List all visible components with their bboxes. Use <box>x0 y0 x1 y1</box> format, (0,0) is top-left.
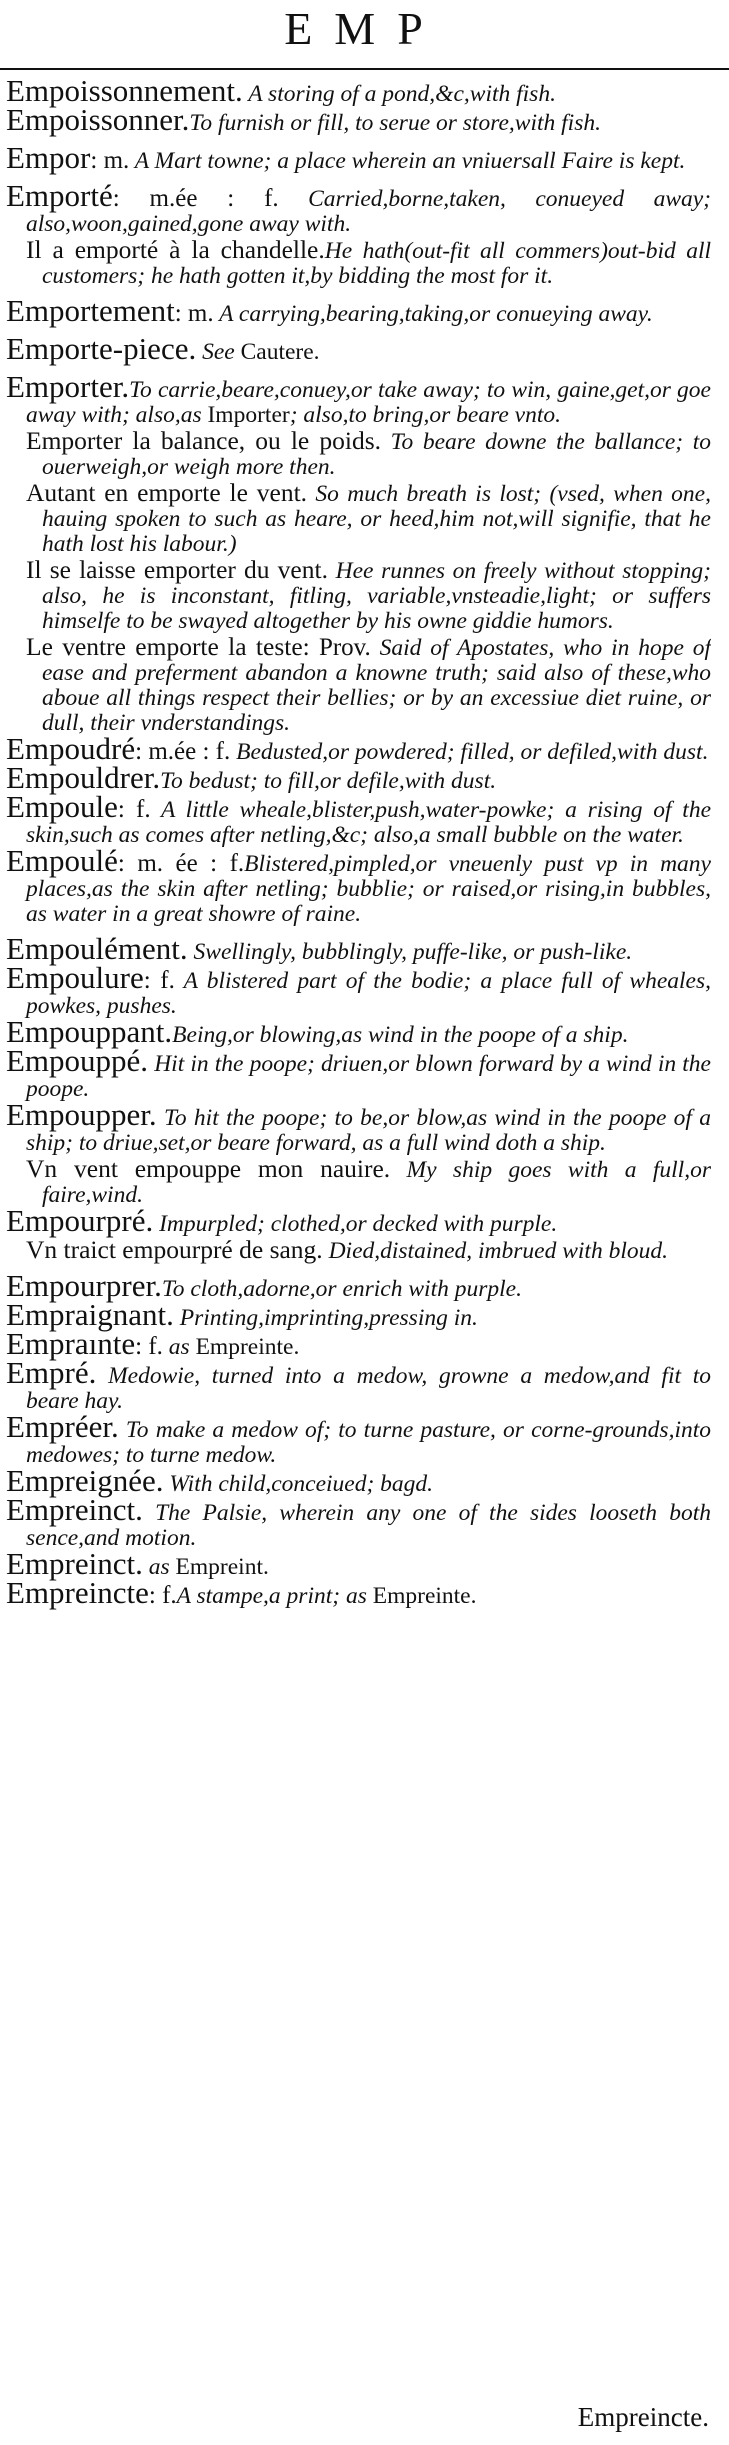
headword: Empreinct. <box>6 1492 143 1527</box>
cross-reference: Importer <box>207 402 290 428</box>
headword: Empraignant. <box>6 1297 174 1332</box>
headword: Empor <box>6 140 91 175</box>
definition: A blistered part of the bodie; a place full of wheales, powkes, pushes. <box>26 968 711 1019</box>
part-of-speech: : f. <box>143 967 175 994</box>
headword: Empreinct. <box>6 1546 143 1581</box>
cross-reference: Empreinte. <box>195 1334 300 1360</box>
definition: Hit in the poope; driuen,or blown forward by a wind in the poope. <box>26 1051 711 1102</box>
sub-entry <box>6 1237 711 1264</box>
entry-list <box>6 78 711 2433</box>
dictionary-entry <box>6 1203 711 1238</box>
part-of-speech: : m.ée : f. <box>112 185 279 212</box>
headword: Empoudré <box>6 731 136 766</box>
definition: as <box>142 1554 176 1580</box>
dictionary-entry <box>6 102 711 137</box>
cross-reference: Cautere. <box>240 339 320 365</box>
headword: Empréer. <box>6 1409 119 1444</box>
headword: Il a emporté à la chandelle. <box>26 235 325 264</box>
headword: Empourpré. <box>6 1203 154 1238</box>
definition: ; also,to bring,or beare vnto. <box>289 402 562 428</box>
dictionary-entry <box>6 843 711 927</box>
definition: A stampe,a print; as <box>176 1583 373 1609</box>
definition: The Palsie, wherein any one of the sides looseth both sence,and motion. <box>26 1500 711 1551</box>
definition: To bedust; to fill,or defile,with dust. <box>160 768 497 794</box>
definition: To furnish or fill, to serue or store,with fish. <box>189 110 601 136</box>
headword: Empreignée. <box>6 1463 164 1498</box>
part-of-speech: : f. <box>135 1333 163 1360</box>
cross-reference: Empreinte. <box>372 1583 477 1609</box>
headword: Vn vent empouppe mon nauire. <box>26 1154 391 1183</box>
headword: Empoulure <box>6 960 144 995</box>
definition: To hit the poope; to be,or blow,as wind in the poope of a ship; to driue,set,or beare forward, as a full wind doth a ship. <box>26 1105 711 1156</box>
dictionary-entry <box>6 140 711 175</box>
dictionary-entry <box>6 178 711 237</box>
dictionary-entry <box>6 960 711 1019</box>
dictionary-entry <box>6 1409 711 1468</box>
definition: as <box>162 1334 196 1360</box>
cross-reference: Empreint. <box>175 1554 269 1580</box>
dictionary-entry <box>6 369 711 428</box>
headword: Empouldrer. <box>6 760 161 795</box>
headword: Empoupper. <box>6 1097 157 1132</box>
sub-entry <box>6 1156 711 1208</box>
sub-entry <box>6 428 711 480</box>
headword: Empouppant. <box>6 1014 173 1049</box>
part-of-speech: : m.ée : f. <box>135 738 231 765</box>
headword: Vn traict empourpré de sang. <box>26 1235 323 1264</box>
headword: Autant en emporte le vent. <box>26 478 308 507</box>
headword: Empreincte <box>6 1575 149 1610</box>
headword: Emportement <box>6 293 175 328</box>
sub-entry <box>6 237 711 289</box>
headword: Empoulé <box>6 843 118 878</box>
definition: With child,conceiued; bagd. <box>163 1471 434 1497</box>
definition: So much breath is lost; (vsed, when one, hauing spoken to such as heare, or heed,him not,will signifie, that he hath lost his labour.) <box>42 481 711 557</box>
part-of-speech: : m. <box>90 147 130 174</box>
definition: Swellingly, bubblingly, puffe-like, or push-like. <box>187 939 633 965</box>
headword: Empoule <box>6 789 118 824</box>
definition: He hath(out-fit all commers)out-bid all customers; he hath gotten it,by bidding the most for it. <box>42 238 711 289</box>
part-of-speech: Prov. <box>309 634 371 661</box>
headword: Emporter la balance, ou le poids. <box>26 426 381 455</box>
running-header: EMP <box>284 3 445 54</box>
definition: Hee runnes on freely without stopping; also, he is inconstant, fitling, variable,vnsteadie,light; or suffers himselfe to be swayed altogether by his owne giddie humors. <box>42 558 711 634</box>
definition: A little wheale,blister,push,water-powke; a rising of the skin,such as comes after netling,&c; also,a small bubble on the water. <box>26 797 711 848</box>
headword: Empoissonnement. <box>6 78 243 108</box>
definition: Carried,borne,taken, conueyed away; also,woon,gained,gone away with. <box>26 186 711 237</box>
header-rule <box>0 68 729 70</box>
dictionary-entry <box>6 1043 711 1102</box>
definition: Printing,imprinting,pressing in. <box>173 1305 478 1331</box>
headword: Empoissonner. <box>6 102 190 137</box>
definition: Medowie, turned into a medow, growne a medow,and fit to beare hay. <box>26 1363 711 1414</box>
definition: Impurpled; clothed,or decked with purple. <box>153 1211 558 1237</box>
headword: Empoulément. <box>6 931 188 966</box>
definition: To carrie,beare,conuey,or take away; to win, gaine,get,or goe away with; also,as <box>26 377 711 428</box>
headword: Il se laisse emporter du vent. <box>26 555 328 584</box>
headword: Le ventre emporte la teste: <box>26 632 310 661</box>
headword: Empouppé. <box>6 1043 149 1078</box>
definition: See <box>196 339 241 365</box>
definition: Bedusted,or powdered; filled, or defiled,with dust. <box>230 739 709 765</box>
definition: To beare downe the ballance; to ouerweigh,or weigh more then. <box>42 429 711 480</box>
definition: A storing of a pond,&c,with fish. <box>242 81 556 107</box>
headword: Empourprer. <box>6 1268 162 1303</box>
dictionary-entry <box>6 789 711 848</box>
part-of-speech: : f. <box>148 1582 177 1609</box>
dictionary-entry <box>6 293 711 328</box>
definition: My ship goes with a full,or faire,wind. <box>42 1157 711 1208</box>
sub-entry <box>6 557 711 634</box>
headword: Emporté <box>6 178 113 213</box>
dictionary-entry <box>6 1575 711 1610</box>
sub-entry <box>6 634 711 736</box>
definition: Being,or blowing,as wind in the poope of a ship. <box>172 1022 629 1048</box>
dictionary-entry <box>6 1097 711 1156</box>
definition: A Mart towne; a place wherein an vniuersall Faire is kept. <box>129 148 686 174</box>
definition: To cloth,adorne,or enrich with purple. <box>161 1276 522 1302</box>
part-of-speech: : m. <box>174 300 214 327</box>
definition: Blistered,pimpled,or vneuenly pust vp in many places,as the skin after netling; bubblie; or raised,or rising,in bubbles, as water in a great showre of raine. <box>26 851 711 927</box>
definition: A carrying,bearing,taking,or conueying away. <box>213 301 653 327</box>
definition: Said of Apostates, who in hope of ease and preferment abandon a knowne truth; said also of these,who aboue all things respect their bellies; or by an excessiue diet ruine, or dull, their vnderstandings. <box>42 635 711 736</box>
headword: Empré. <box>6 1355 97 1390</box>
sub-entry <box>6 480 711 557</box>
dictionary-entry <box>6 1492 711 1551</box>
dictionary-entry <box>6 1326 711 1361</box>
part-of-speech: : m. ée : f. <box>117 850 245 877</box>
catchword: Empreincte. <box>577 2402 709 2432</box>
dictionary-entry <box>6 1355 711 1414</box>
headword: Emporte-piece. <box>6 331 197 366</box>
dictionary-entry <box>6 331 711 366</box>
headword: Empraınte <box>6 1326 136 1361</box>
part-of-speech: : f. <box>117 796 151 823</box>
headword: Emporter. <box>6 369 130 404</box>
definition: Died,distained, imbrued with bloud. <box>322 1238 668 1264</box>
definition: To make a medow of; to turne pasture, or corne-grounds,into medowes; to turne medow. <box>26 1417 711 1468</box>
